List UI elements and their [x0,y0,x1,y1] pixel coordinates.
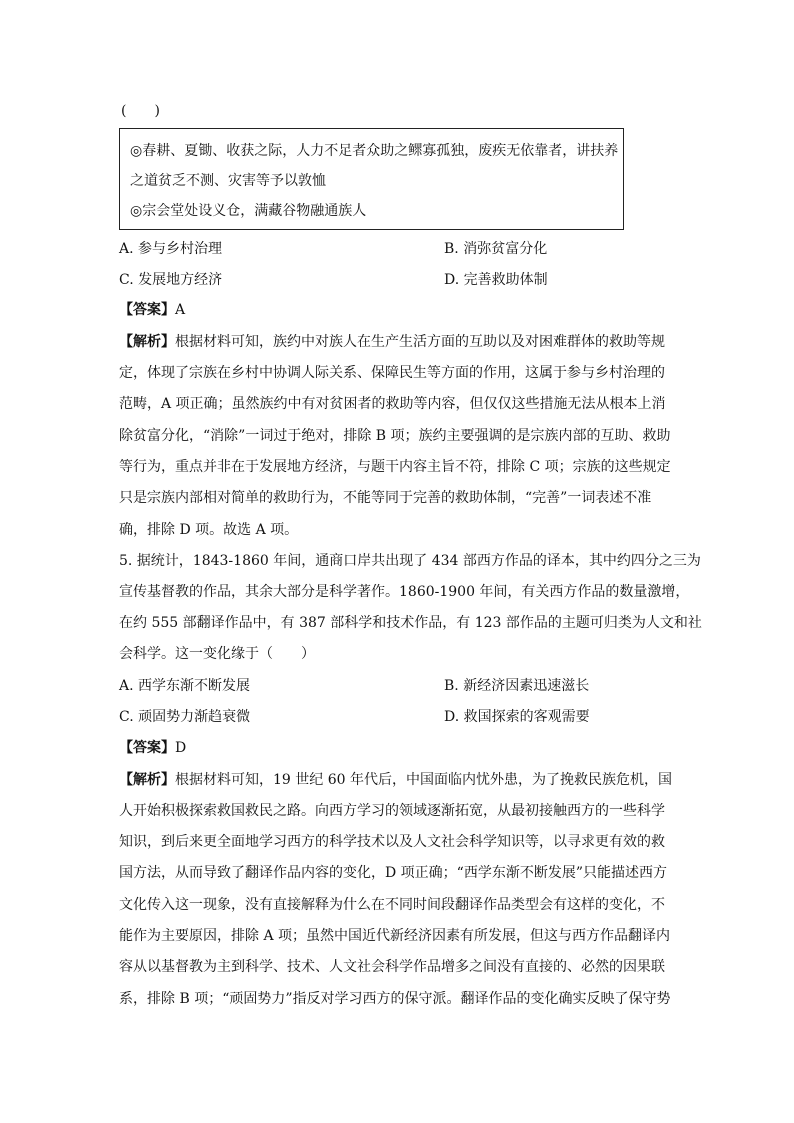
q4-analysis-line-2: 定，体现了宗族在乡村中协调人际关系、保障民生等方面的作用，这属于参与乡村治理的 [119,365,665,381]
q4-material-box [119,128,624,230]
q5-stem-line-4: 会科学。这一变化缘于（ ） [119,646,315,662]
q4-option-d: D. 完善救助体制 [444,272,548,288]
q4-analysis-text-1: 根据材料可知，族约中对族人在生产生活方面的互助以及对困难群体的救助等规 [175,334,665,350]
q4-answer-value: A [175,302,186,318]
q5-option-b: B. 新经济因素迅速滋长 [444,678,590,694]
q4-analysis-line-1 [119,333,665,351]
q5-analysis-line-6: 能作为主要原因，排除 A 项；虽然中国近代新经济因素有所发展，但这与西方作品翻译内 [119,928,671,944]
q5-analysis-line-7: 容从以基督教为主到科学、技术、人文社会科学作品增多之间没有直接的、必然的因果联 [119,959,665,975]
q5-option-a: A. 西学东渐不断发展 [119,678,251,694]
q4-material-line-1: ◎春耕、夏锄、收获之际，人力不足者众助之鳏寡孤独，废疾无依靠者，讲扶养 [130,143,619,159]
q5-answer [119,739,186,757]
q4-material-line-3: ◎宗会堂处设义仓，满藏谷物融通族人 [130,203,367,219]
q4-answer-tag: 【答案】 [119,302,175,318]
q4-option-a: A. 参与乡村治理 [119,241,223,257]
q5-stem-line-2: 宣传基督教的作品，其余大部分是科学著作。1860-1900 年间，有关西方作品的数量激增， [119,584,690,600]
q5-analysis-line-8: 系，排除 B 项；“顽固势力”指反对学习西方的保守派。翻译作品的变化确实反映了保守势 [119,991,671,1007]
q5-option-c: C. 顽固势力渐趋衰微 [119,709,251,725]
q4-stem-tail: ( ) [121,103,160,119]
q5-answer-tag: 【答案】 [119,740,175,756]
q5-analysis-line-5: 文化传入这一现象，没有直接解释为什么在不同时间段翻译作品类型会有这样的变化，不 [119,897,665,913]
q5-analysis-line-2: 人开始积极探索救国救民之路。向西方学习的领域逐渐拓宽，从最初接触西方的一些科学 [119,803,665,819]
q5-option-d: D. 救国探索的客观需要 [444,709,590,725]
q5-answer-value: D [175,740,187,756]
q5-analysis-line-4: 国方法，从而导致了翻译作品内容的变化，D 项正确；“西学东渐不断发展”只能描述西方 [119,865,667,881]
q4-analysis-tag: 【解析】 [119,334,175,350]
q5-analysis-text-1: 根据材料可知，19 世纪 60 年代后，中国面临内忧外患，为了挽救民族危机，国 [175,772,672,788]
q4-answer [119,301,185,319]
q5-analysis-line-3: 知识，到后来更全面地学习西方的科学技术以及人文社会科学知识等，以寻求更有效的救 [119,834,665,850]
q4-option-b: B. 消弥贫富分化 [444,241,548,257]
q4-option-c: C. 发展地方经济 [119,272,223,288]
q4-material-line-2: 之道贫乏不测、灾害等予以敦恤 [130,173,326,189]
q4-analysis-line-7: 确，排除 D 项。故选 A 项。 [119,522,299,538]
q4-analysis-line-3: 范畴，A 项正确；虽然族约中有对贫困者的救助等内容，但仅仅这些措施无法从根本上消 [119,396,666,412]
q5-analysis-tag: 【解析】 [119,772,175,788]
q5-stem-line-1: 5. 据统计，1843-1860 年间，通商口岸共出现了 434 部西方作品的译本，其中约四分之三为 [119,553,701,569]
q5-analysis-line-1 [119,771,672,789]
q4-analysis-line-6: 只是宗族内部相对简单的救助行为，不能等同于完善的救助体制，“完善”一词表述不准 [119,490,652,506]
q4-analysis-line-4: 除贫富分化，“消除”一词过于绝对，排除 B 项；族约主要强调的是宗族内部的互助、救助 [119,428,671,444]
q5-stem-line-3: 在约 555 部翻译作品中，有 387 部科学和技术作品，有 123 部作品的主题可归类为人文和社 [119,615,702,631]
q4-analysis-line-5: 等行为，重点并非在于发展地方经济，与题干内容主旨不符，排除 C 项；宗族的这些规定 [119,459,671,475]
